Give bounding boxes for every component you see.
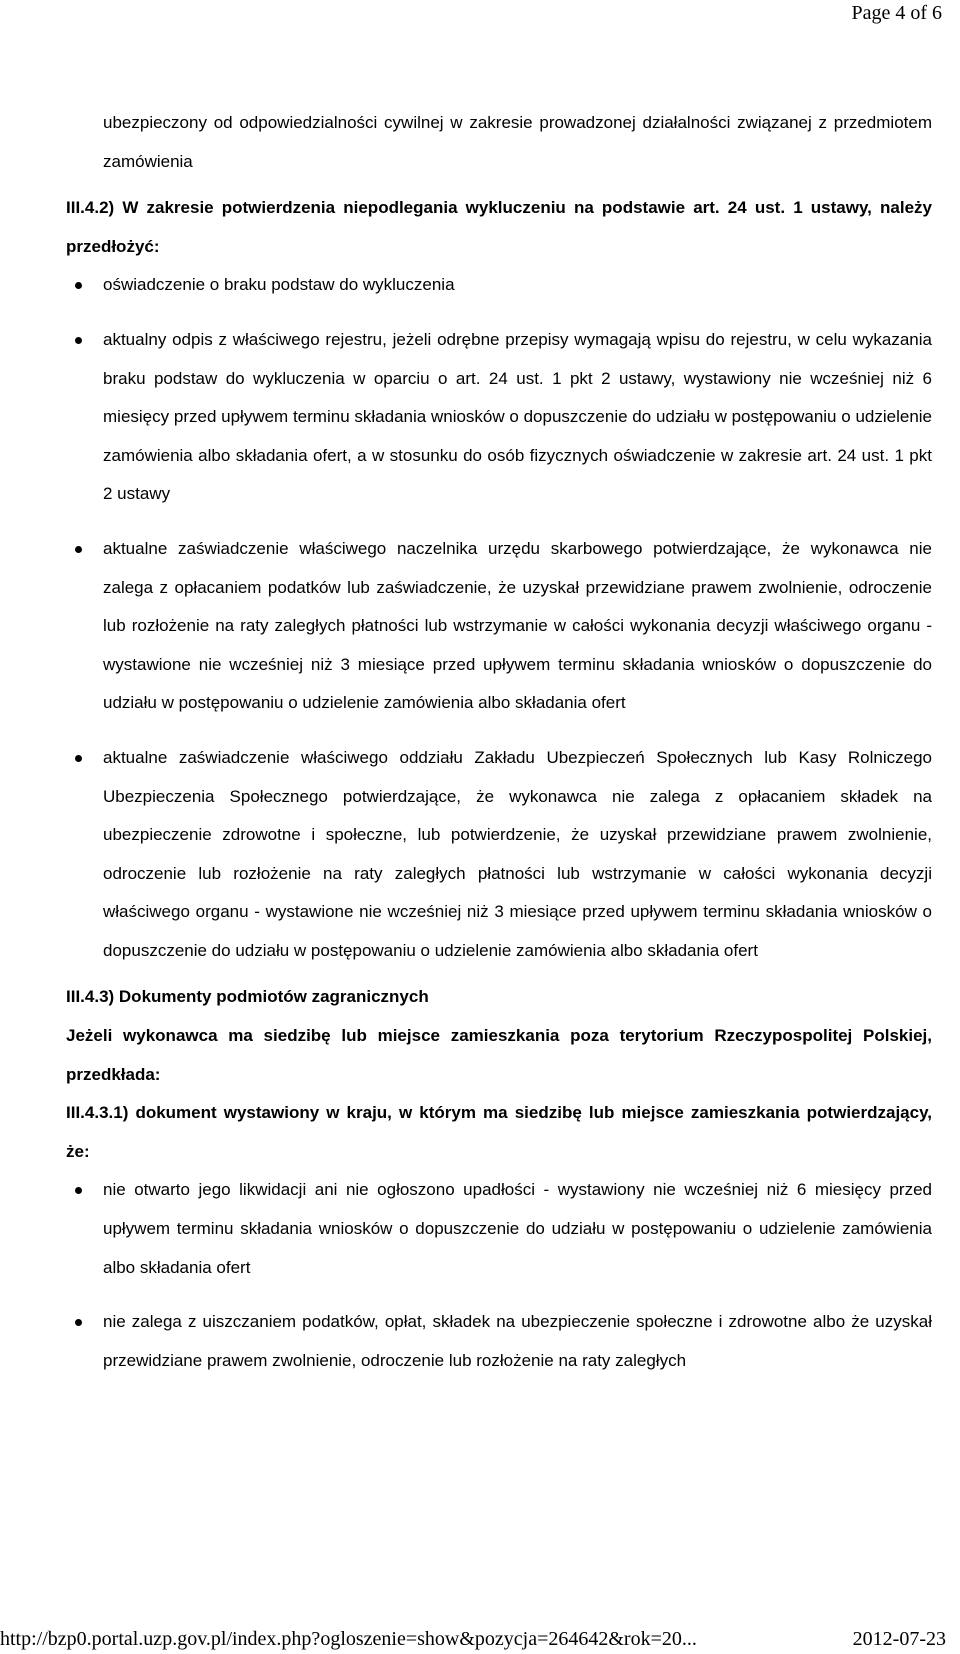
- section-3-4-2-heading: III.4.2) W zakresie potwierdzenia niepodlegania wykluczeniu na podstawie art. 24 ust. 1 ustawy, należy przedłożyć:: [66, 198, 932, 256]
- section-3-4-3-1-list: [66, 1171, 932, 1380]
- section-3-4-3-1-heading: III.4.3.1) dokument wystawiony w kraju, w którym ma siedzibę lub miejsce zamieszkania potwierdzający, że:: [66, 1103, 932, 1161]
- list-item: [66, 530, 932, 723]
- list-item-text: nie zalega z uiszczaniem podatków, opłat, składek na ubezpieczenie społeczne i zdrowotne albo że uzyskał przewidziane prawem zwolnienie, odroczenie lub rozłożenie na raty zaległych: [103, 1312, 932, 1370]
- bullet-icon: [75, 546, 82, 553]
- list-item-text: aktualne zaświadczenie właściwego naczelnika urzędu skarbowego potwierdzające, że wykonawca nie zalega z opłacaniem podatków lub zaświadczenie, że uzyskał przewidziane prawem zwolnienie, odroczenie lub rozłożenie na raty zaległych płatności lub wstrzymanie w całości wykonania decyzji właściwego organu - wystawione nie wcześniej niż 3 miesiące przed upływem terminu składania wniosków o dopuszczenie do udziału w postępowaniu o udzielenie zamówienia albo składania ofert: [103, 538, 932, 713]
- page-number: Page 4 of 6: [851, 2, 942, 24]
- source-url: http://bzp0.portal.uzp.gov.pl/index.php?ogloszenie=show&pozycja=264642&rok=20...: [0, 1628, 697, 1650]
- list-item: [66, 1303, 932, 1380]
- list-item-text: nie otwarto jego likwidacji ani nie ogłoszono upadłości - wystawiony nie wcześniej niż 6 miesięcy przed upływem terminu składania wniosków o dopuszczenie do udziału w postępowaniu o udzielenie zamówienia albo składania ofert: [103, 1180, 932, 1277]
- list-item-text: oświadczenie o braku podstaw do wykluczenia: [103, 275, 455, 295]
- list-item: [66, 739, 932, 971]
- section-3-4-2-list: [66, 266, 932, 970]
- intro-paragraph: ubezpieczony od odpowiedzialności cywilnej w zakresie prowadzonej działalności związanej z przedmiotem zamówienia: [103, 113, 932, 171]
- bullet-icon: [75, 282, 82, 289]
- document-body: [66, 104, 932, 1380]
- print-date: 2012-07-23: [852, 1628, 946, 1650]
- bullet-icon: [75, 1319, 82, 1326]
- bullet-icon: [75, 1187, 82, 1194]
- section-3-4-3-subheading: Jeżeli wykonawca ma siedzibę lub miejsce zamieszkania poza terytorium Rzeczypospolitej Polskiej, przedkłada:: [66, 1026, 932, 1084]
- list-item-text: aktualny odpis z właściwego rejestru, jeżeli odrębne przepisy wymagają wpisu do rejestru, w celu wykazania braku podstaw do wykluczenia w oparciu o art. 24 ust. 1 pkt 2 ustawy, wystawiony nie wcześniej niż 6 miesięcy przed upływem terminu składania wniosków o dopuszczenie do udziału w postępowaniu o udzielenie zamówienia albo składania ofert, a w stosunku do osób fizycznych oświadczenie w zakresie art. 24 ust. 1 pkt 2 ustawy: [103, 329, 932, 504]
- page-footer: [0, 1624, 960, 1654]
- bullet-icon: [75, 755, 82, 762]
- list-item: [66, 266, 932, 305]
- list-item: [66, 321, 932, 514]
- list-item: [66, 1171, 932, 1287]
- section-3-4-3-heading: III.4.3) Dokumenty podmiotów zagranicznych: [66, 987, 429, 1007]
- list-item-text: aktualne zaświadczenie właściwego oddziału Zakładu Ubezpieczeń Społecznych lub Kasy Rolniczego Ubezpieczenia Społecznego potwierdzające, że wykonawca nie zalega z opłacaniem składek na ubezpieczenie zdrowotne i społeczne, lub potwierdzenie, że uzyskał przewidziane prawem zwolnienie, odroczenie lub rozłożenie na raty zaległych płatności lub wstrzymanie w całości wykonania decyzji właściwego organu - wystawione nie wcześniej niż 3 miesiące przed upływem terminu składania wniosków o dopuszczenie do udziału w postępowaniu o udzielenie zamówienia albo składania ofert: [103, 747, 932, 960]
- bullet-icon: [75, 337, 82, 344]
